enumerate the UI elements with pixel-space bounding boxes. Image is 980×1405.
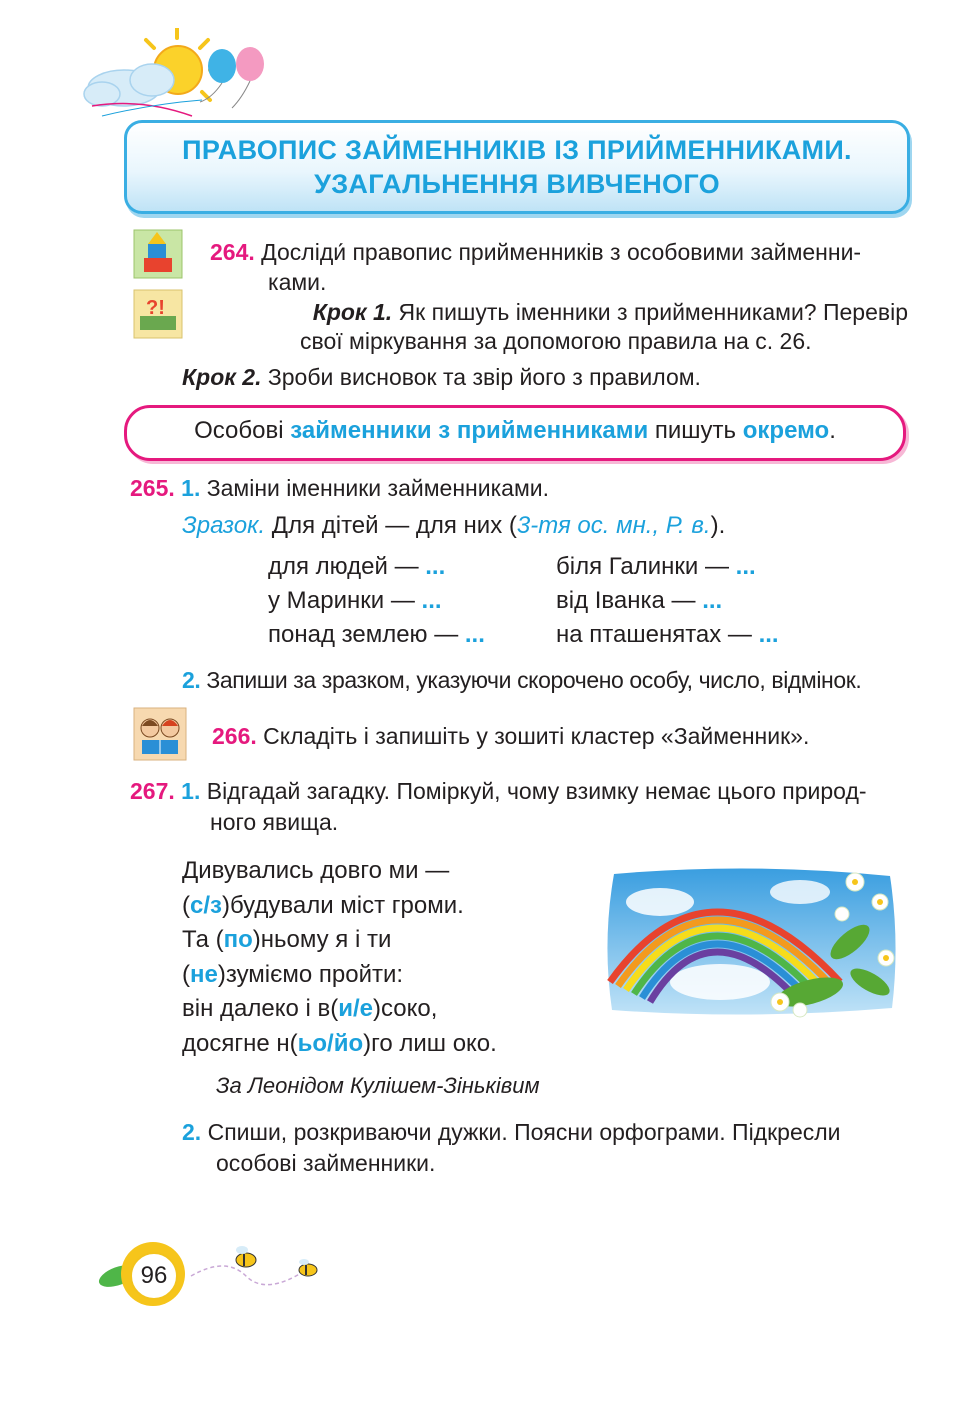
rule-part-1: Особові <box>194 417 291 444</box>
sample-label: Зразок. <box>182 512 266 539</box>
ex265-sample <box>182 510 725 542</box>
ex266-number: 266. <box>212 723 257 749</box>
rule-part-2: пишуть <box>648 417 743 444</box>
list-item: біля Галинки — ... <box>556 553 756 580</box>
ex264-text: Досліди́ правопис прийменників з особовими займенни- <box>261 239 862 265</box>
sample-close: ). <box>710 512 726 539</box>
ex264-text-cont: ками. <box>268 269 327 295</box>
ex266-task <box>212 720 809 752</box>
poem-line: (не)зуміємо пройти: <box>182 960 404 988</box>
list-item: на пташенятах — ... <box>556 621 779 648</box>
rule-highlight-2: окремо <box>742 417 830 444</box>
ex267-number: 267. <box>130 778 175 804</box>
blocks-icon <box>132 228 184 280</box>
ex265-task1-text: Заміни іменники займенниками. <box>206 475 549 501</box>
ex267-task1 <box>130 775 908 807</box>
poem-line: досягне н(ьо/йо)го лиш око. <box>182 1029 497 1057</box>
step1-label: Крок 1. <box>312 299 393 325</box>
poem-author: За Леонідом Кулішем-Зіньківим <box>216 1073 540 1098</box>
title-line-2: УЗАГАЛЬНЕННЯ ВИВЧЕНОГО <box>314 169 720 199</box>
ex267-task1-text: Відгадай загадку. Поміркуй, чому взимку немає цього природ- <box>206 778 867 804</box>
rule-part-3: . <box>829 417 836 444</box>
list-item: понад землею — ... <box>268 621 485 648</box>
ex265-task2 <box>182 664 861 696</box>
poem-line: (с/з)будували міст громи. <box>182 891 464 919</box>
list-item: у Маринки — ... <box>268 587 442 614</box>
page-number: 96 <box>130 1252 178 1300</box>
children-reading-icon <box>132 706 188 762</box>
ex267-task2-cont: особові займенники. <box>216 1150 436 1176</box>
step1-text-cont: свої міркування за допомогою правила на с. 26. <box>300 328 812 354</box>
ex266-text: Складіть і запишіть у зошиті кластер «Займенник». <box>263 723 810 749</box>
sample-text: Для дітей — для них ( <box>265 512 517 539</box>
ex264-number: 264. <box>210 239 255 265</box>
ex264-step2 <box>182 361 701 393</box>
list-item: від Іванка — ... <box>556 587 723 614</box>
bee-icon <box>236 1246 256 1267</box>
ex265-task1 <box>130 472 549 504</box>
ex265-task2-number: 2. <box>182 667 201 693</box>
bee-icon <box>299 1259 317 1276</box>
poem-line: він далеко і в(и/е)соко, <box>182 995 438 1022</box>
rainbow-illustration <box>600 862 900 1020</box>
ex265-task1-number: 1. <box>181 475 201 501</box>
ex267-task1-cont: ного явища. <box>210 809 339 835</box>
rule-highlight-1: займенники з прийменниками <box>290 417 649 444</box>
rule-text <box>124 415 906 447</box>
cloud-icon <box>84 64 174 106</box>
sun-clouds-balloons-illustration <box>82 28 292 123</box>
riddle-poem <box>182 854 497 1061</box>
step1-text: Як пишуть іменники з прийменниками? Перевір <box>398 299 908 325</box>
question-exclamation-icon <box>132 288 184 340</box>
ex265-items-left <box>268 550 485 652</box>
ex267-task2-text: Спиши, розкриваючи дужки. Поясни орфограми. Підкресли <box>207 1119 841 1145</box>
ex267-task2-number: 2. <box>182 1119 202 1145</box>
page-title <box>124 133 910 201</box>
poem-line: Дивувались довго ми — <box>182 857 450 884</box>
ex265-items-right <box>556 550 779 652</box>
ex264-step1 <box>268 296 908 328</box>
step2-label: Крок 2. <box>182 364 262 390</box>
list-item: для людей — ... <box>268 553 446 580</box>
sample-hint: 3-тя ос. мн., Р. в. <box>516 512 711 539</box>
ex267-task2 <box>182 1116 908 1148</box>
ex264-task <box>210 236 906 268</box>
poem-line: Та (по)ньому я і ти <box>182 926 392 953</box>
ex265-number: 265. <box>130 475 175 501</box>
step2-text: Зроби висновок та звір його з правилом. <box>267 364 701 390</box>
title-line-1: ПРАВОПИС ЗАЙМЕННИКІВ ІЗ ПРИЙМЕННИКАМИ. <box>182 135 852 165</box>
ex265-task2-text: Запиши за зразком, указуючи скорочено особу, число, відмінок. <box>206 667 862 693</box>
svg-text:?!: ?! <box>146 297 165 319</box>
ex267-task1-number: 1. <box>181 778 201 804</box>
